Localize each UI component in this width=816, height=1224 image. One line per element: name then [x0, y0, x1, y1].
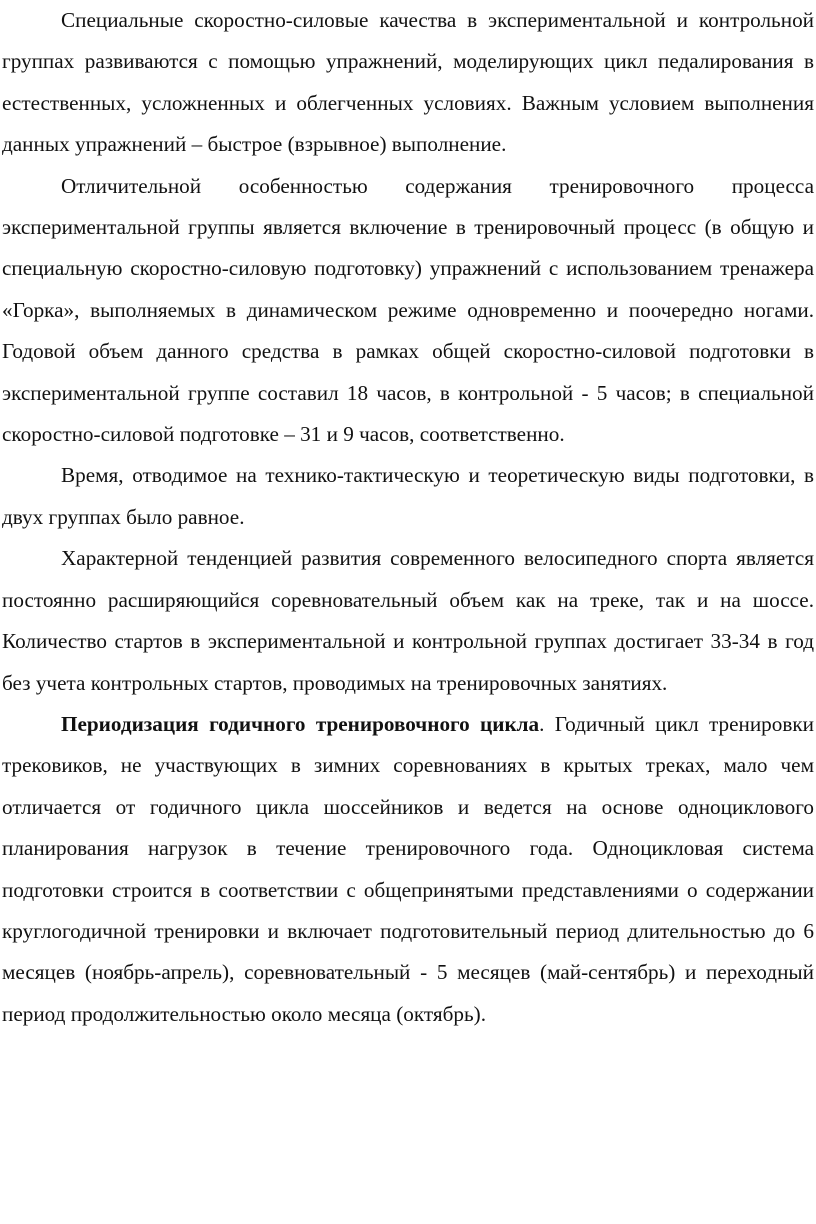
periodization-heading: Периодизация годичного тренировочного цикла: [61, 711, 540, 736]
paragraph-periodization: [2, 704, 814, 1035]
paragraph-competitive-volume: Характерной тенденцией развития современного велосипедного спорта является постоянно расширяющийся соревновательный объем как на треке, так и на шоссе. Количество стартов в экспериментальной и контрольной группах достигает 33-34 в год без учета контрольных стартов, проводимых на тренировочных занятиях.: [2, 546, 814, 695]
paragraph-experimental-group-features: Отличительной особенностью содержания тренировочного процесса экспериментальной группы является включение в тренировочный процесс (в общую и специальную скоростно-силовую подготовку) упражнений с использованием тренажера «Горка», выполняемых в динамическом режиме одновременно и поочередно ногами. Годовой объем данного средства в рамках общей скоростно-силовой подготовки в экспериментальной группе составил 18 часов, в контрольной - 5 часов; в специальной скоростно-силовой подготовке – 31 и 9 часов, соответственно.: [2, 173, 814, 447]
periodization-body: . Годичный цикл тренировки трековиков, не участвующих в зимних соревнованиях в крытых треках, мало чем отличается от годичного цикла шоссейников и ведется на основе одноциклового планирования нагрузок в течение тренировочного года. Одноцикловая система подготовки строится в соответствии с общепринятыми представлениями о содержании круглогодичной тренировки и включает подготовительный период длительностью до 6 месяцев (ноябрь-апрель), соревновательный - 5 месяцев (май-сентябрь) и переходный период продолжительностью около месяца (октябрь).: [2, 711, 814, 1026]
paragraph-training-time: Время, отводимое на технико-тактическую и теоретическую виды подготовки, в двух группах было равное.: [2, 463, 814, 529]
paragraph-speed-strength-qualities: Специальные скоростно-силовые качества в экспериментальной и контрольной группах развиваются с помощью упражнений, моделирующих цикл педалирования в естественных, усложненных и облегченных условиях. Важным условием выполнения данных упражнений – быстрое (взрывное) выполнение.: [2, 8, 814, 157]
